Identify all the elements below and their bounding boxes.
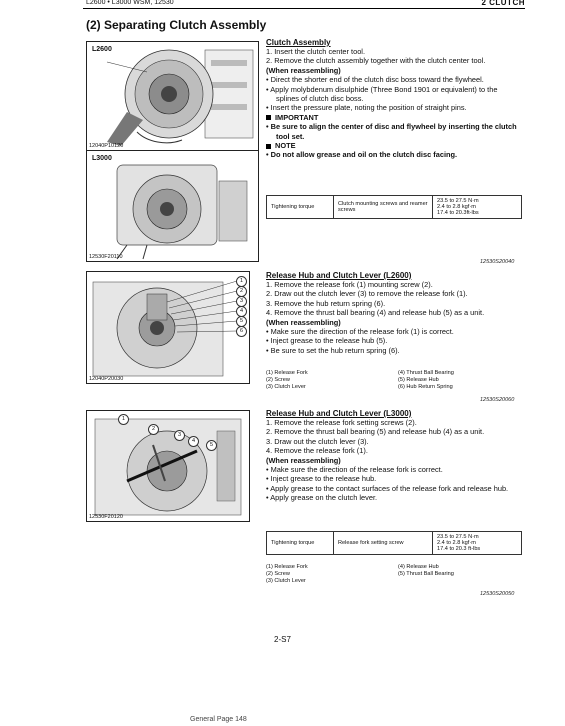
torque-values: 23.5 to 27.5 N·m 2.4 to 2.8 kgf·m 17.4 to 20.3ft-lbs	[433, 196, 522, 219]
reassembling-heading: (When reassembling)	[266, 65, 341, 75]
release-l2600-title: Release Hub and Clutch Lever (L2600)	[266, 271, 412, 280]
step: 2. Draw out the clutch lever (3) to remove the release fork (1).	[266, 289, 468, 299]
callout-3: 3	[174, 430, 185, 441]
step: 2. Remove the thrust ball bearing (5) and release hub (4) as a unit.	[266, 427, 485, 437]
section-title: (2) Separating Clutch Assembly	[86, 18, 267, 32]
step: 4. Remove the thrust ball bearing (4) and release hub (5) as a unit.	[266, 308, 485, 318]
legend-left: (1) Release Fork (2) Screw (3) Clutch Lever	[266, 564, 308, 584]
figure-code: 12530F20110	[89, 254, 123, 260]
reference-code: 12530S20060	[480, 397, 515, 403]
legend-right: (4) Release Hub (5) Thrust Ball Bearing	[398, 564, 454, 577]
release-l3000-title: Release Hub and Clutch Lever (L3000)	[266, 409, 412, 418]
reference-code: 12530S20040	[480, 259, 515, 265]
callout-2: 2	[148, 424, 159, 435]
reassembling-item: • Direct the shorter end of the clutch disc boss toward the flywheel.	[266, 75, 484, 85]
reassembling-item: • Make sure the direction of the release fork (1) is correct.	[266, 327, 454, 337]
step: 1. Remove the release fork (1) mounting screw (2).	[266, 280, 433, 289]
header-manual-title: L2600 • L3000 WSM, 12530	[86, 0, 174, 6]
figure-l3000-release-hub	[86, 410, 250, 522]
callout-2: 2	[236, 286, 247, 297]
torque-item: Clutch mounting screws and reamer screws	[334, 196, 433, 219]
header-rule	[83, 8, 525, 9]
figure-l3000-clutch	[86, 150, 259, 262]
callout-1: 1	[236, 276, 247, 287]
release-hub-illustration	[87, 272, 249, 383]
clutch-illustration	[87, 151, 258, 261]
callout-4: 4	[188, 436, 199, 447]
release-l3000-block	[266, 409, 522, 503]
important-text: • Be sure to align the center of disc and flywheel by inserting the clutch tool set.	[266, 122, 517, 141]
torque-item: Release fork setting screw	[334, 532, 433, 555]
reassembling-item: • Apply molybdenum disulphide (Three Bond 1901 or equivalent) to the splines of clutch disc boss.	[266, 84, 498, 104]
figure-tag: L2600	[92, 46, 112, 53]
torque-table-clutch	[266, 195, 522, 219]
torque-label: Tightening torque	[267, 532, 334, 555]
reassembling-item: • Insert the pressure plate, noting the position of straight pins.	[266, 103, 467, 113]
callout-1: 1	[118, 414, 129, 425]
reassembling-item: • Inject grease to the release hub.	[266, 474, 377, 484]
note-heading: NOTE	[266, 141, 522, 150]
clutch-assembly-title: Clutch Assembly	[266, 38, 331, 47]
reassembling-item: • Be sure to set the hub return spring (6).	[266, 345, 400, 355]
header-chapter: 2 CLUTCH	[481, 0, 525, 7]
square-icon	[266, 144, 271, 149]
callout-3: 3	[236, 296, 247, 307]
step: 1. Insert the clutch center tool.	[266, 47, 366, 56]
reassembling-heading: (When reassembling)	[266, 317, 341, 327]
legend-left: (1) Release Fork (2) Screw (3) Clutch Lever	[266, 370, 308, 390]
clutch-assembly-block	[266, 38, 522, 160]
reassembling-item: • Apply grease to the contact surfaces of the release fork and release hub.	[266, 483, 509, 493]
step: 3. Remove the hub return spring (6).	[266, 298, 386, 308]
clutch-illustration	[87, 42, 258, 150]
release-hub-illustration	[87, 411, 249, 521]
reference-code: 12530S20050	[480, 591, 515, 597]
step: 3. Draw out the clutch lever (3).	[266, 436, 369, 446]
callout-4: 4	[236, 306, 247, 317]
callout-5: 5	[236, 316, 247, 327]
release-l2600-block	[266, 271, 522, 355]
step: 2. Remove the clutch assembly together with the clutch center tool.	[266, 56, 486, 66]
step: 4. Remove the release fork (1).	[266, 446, 368, 456]
reassembling-item: • Make sure the direction of the release fork is correct.	[266, 465, 443, 475]
legend-right: (4) Thrust Ball Bearing (5) Release Hub (6) Hub Return Spring	[398, 370, 454, 390]
callout-6: 6	[236, 326, 247, 337]
step: 1. Remove the release fork setting screws (2).	[266, 418, 417, 427]
reassembling-item: • Apply grease on the clutch lever.	[266, 493, 378, 503]
page-number: 2-S7	[274, 635, 291, 644]
figure-l2600-release-hub	[86, 271, 250, 384]
square-icon	[266, 115, 271, 120]
figure-l2600-clutch	[86, 41, 259, 151]
figure-code: 12040P10120	[89, 143, 124, 149]
reassembling-heading: (When reassembling)	[266, 455, 341, 465]
note-text: • Do not allow grease and oil on the clutch disc facing.	[266, 150, 458, 160]
figure-tag: L3000	[92, 155, 112, 162]
important-heading: IMPORTANT	[266, 113, 522, 122]
torque-label: Tightening torque	[267, 196, 334, 219]
reassembling-item: • Inject grease to the release hub (5).	[266, 336, 388, 346]
torque-table-release	[266, 531, 522, 555]
footer-general-page: General Page 148	[190, 716, 247, 723]
callout-5: 5	[206, 440, 217, 451]
figure-code: 12530F20120	[89, 514, 123, 520]
figure-code: 12040P20030	[89, 376, 124, 382]
torque-values: 23.5 to 27.5 N·m 2.4 to 2.8 kgf·m 17.4 to 20.3 ft-lbs	[433, 532, 522, 555]
